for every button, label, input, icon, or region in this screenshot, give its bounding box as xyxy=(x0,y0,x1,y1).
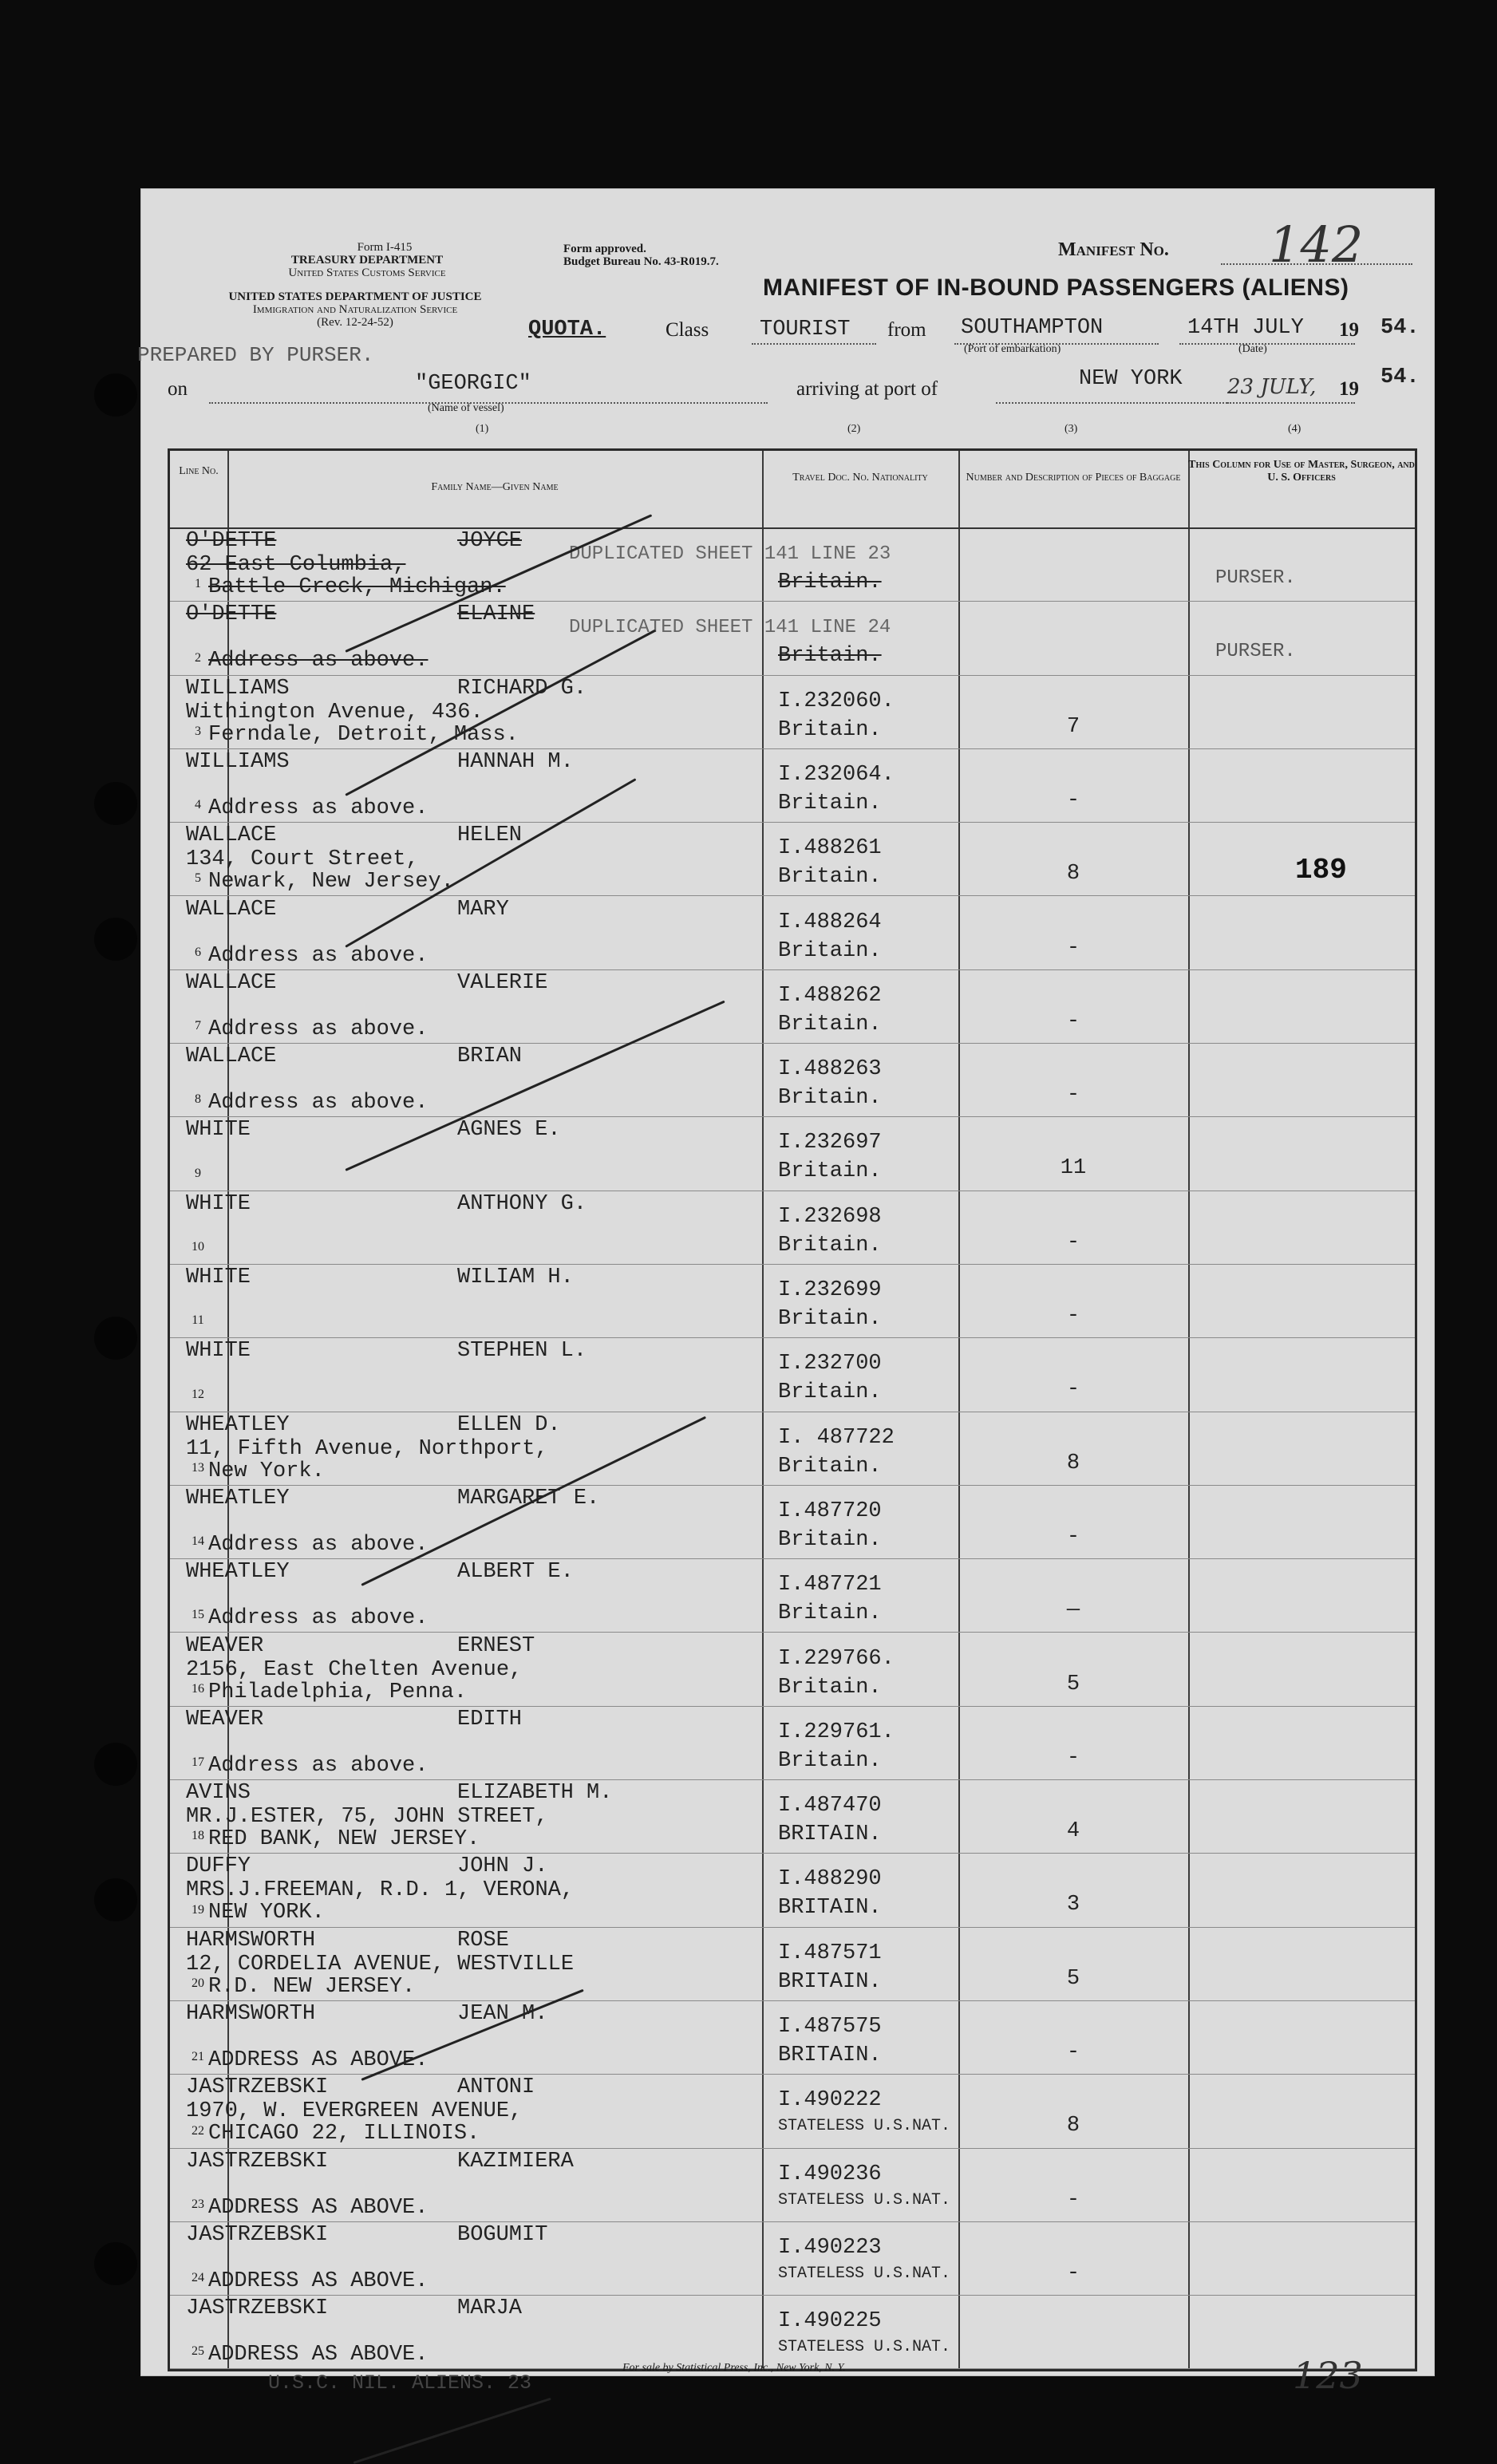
col-num-4: (4) xyxy=(1288,423,1301,435)
address-line-1: 1970, W. EVERGREEN AVENUE, xyxy=(186,2099,523,2124)
arrival-year-prefix: 19 xyxy=(1339,378,1359,400)
nationality: Britain. xyxy=(778,1233,882,1258)
line-number: 20 xyxy=(192,1976,204,1990)
given-name: WILIAM H. xyxy=(457,1266,574,1289)
address-line-2: Address as above. xyxy=(208,1091,429,1116)
address-line-2: Address as above. xyxy=(208,1606,429,1631)
travel-doc-no: I.490225 xyxy=(778,2309,882,2334)
manifest-no-label: Manifest No. xyxy=(1058,239,1169,260)
manifest-no-value: 142 xyxy=(1269,215,1364,274)
given-name: ANTHONY G. xyxy=(457,1191,587,1216)
given-name: STEPHEN L. xyxy=(457,1339,587,1364)
given-name: ROSE xyxy=(457,1928,509,1953)
family-name: O'DETTE xyxy=(186,602,277,627)
passenger-table xyxy=(168,448,1417,2371)
address-line-2: Address as above. xyxy=(208,943,429,968)
address-line-2: Address as above. xyxy=(208,1017,429,1041)
line-number: 18 xyxy=(192,1829,204,1843)
baggage-count: 8 xyxy=(1066,862,1080,886)
page-mark: 123 xyxy=(1293,2354,1363,2397)
line-number: 22 xyxy=(192,2123,204,2138)
table-row xyxy=(170,1927,1415,2000)
binder-hole xyxy=(94,1878,137,1921)
budget-bureau: Budget Bureau No. 43-R019.7. xyxy=(563,255,719,268)
table-row xyxy=(170,1779,1415,1853)
family-name: WALLACE xyxy=(186,823,277,848)
col-num-1: (1) xyxy=(476,423,489,435)
travel-doc-no: I.490236 xyxy=(778,2162,882,2186)
nationality: Britain. xyxy=(778,1527,882,1552)
nationality: Britain. xyxy=(778,1380,882,1405)
table-row xyxy=(170,527,1415,601)
family-name: HARMSWORTH xyxy=(186,2002,316,2026)
on-label: on xyxy=(168,378,188,400)
nationality: Britain. xyxy=(778,644,882,669)
binder-hole xyxy=(94,782,137,825)
family-name: DUFFY xyxy=(186,1854,251,1879)
nationality: Britain. xyxy=(778,865,882,890)
treasury-dept: TREASURY DEPARTMENT xyxy=(290,254,444,267)
nationality: Britain. xyxy=(778,1307,882,1331)
table-row xyxy=(170,1191,1415,1264)
travel-doc-no: I.487470 xyxy=(778,1794,882,1818)
given-name: BRIAN xyxy=(457,1044,523,1069)
baggage-count: — xyxy=(1066,1598,1080,1623)
address-line-2: ADDRESS AS ABOVE. xyxy=(208,2195,429,2220)
address-line-2: Battle Creck, Michigan. xyxy=(208,575,506,599)
baggage-count: - xyxy=(1066,935,1080,960)
baggage-count: 11 xyxy=(1060,1156,1087,1181)
family-name: WHEATLEY xyxy=(186,1412,290,1437)
address-line-1: 12, CORDELIA AVENUE, WESTVILLE xyxy=(186,1952,575,1976)
manifest-title: MANIFEST OF IN-BOUND PASSENGERS (ALIENS) xyxy=(763,274,1349,301)
class-label: Class xyxy=(666,319,709,341)
address-line-1: 62 East Columbia, xyxy=(186,553,406,577)
baggage-count: 7 xyxy=(1066,714,1080,739)
duplicate-note: DUPLICATED SHEET 141 LINE 23 xyxy=(569,543,891,565)
customs-service: United States Customs Service xyxy=(288,267,446,279)
line-number: 17 xyxy=(192,1755,204,1770)
address-line-2: Newark, New Jersey. xyxy=(208,870,454,894)
given-name: AGNES E. xyxy=(457,1118,561,1143)
line-number: 25 xyxy=(192,2344,204,2359)
family-name: WHITE xyxy=(186,1266,251,1289)
line-number: 5 xyxy=(195,871,201,886)
table-row xyxy=(170,1412,1415,1485)
given-name: HELEN xyxy=(457,823,523,848)
form-approved: Form approved. xyxy=(563,243,646,255)
nationality: STATELESS U.S.NAT. xyxy=(778,2264,951,2283)
nationality: Britain. xyxy=(778,1601,882,1626)
baggage-count: - xyxy=(1066,1745,1080,1770)
address-line-1: MR.J.ESTER, 75, JOHN STREET, xyxy=(186,1805,548,1830)
nationality: STATELESS U.S.NAT. xyxy=(778,2190,951,2209)
table-row xyxy=(170,2000,1415,2074)
travel-doc-no: I.232697 xyxy=(778,1131,882,1155)
address-line-2: R.D. NEW JERSEY. xyxy=(208,1974,416,1999)
embark-year-prefix: 19 xyxy=(1339,319,1359,341)
given-name: HANNAH M. xyxy=(457,749,574,774)
given-name: ERNEST xyxy=(457,1633,535,1658)
table-row xyxy=(170,1633,1415,1706)
address-line-1: 11, Fifth Avenue, Northport, xyxy=(186,1436,548,1461)
table-row xyxy=(170,1116,1415,1190)
family-name: WHEATLEY xyxy=(186,1486,290,1510)
family-name: WHEATLEY xyxy=(186,1560,290,1585)
line-number: 10 xyxy=(192,1239,204,1254)
binder-hole xyxy=(94,373,137,417)
given-name: RICHARD G. xyxy=(457,676,587,701)
embark-year: 54. xyxy=(1380,316,1420,340)
class-value: TOURIST xyxy=(760,318,851,342)
line-number: 6 xyxy=(195,945,201,959)
address-line-2: CHICAGO 22, ILLINOIS. xyxy=(208,2122,480,2146)
travel-doc-no: I.488264 xyxy=(778,910,882,934)
family-name: JASTRZEBSKI xyxy=(186,2075,329,2100)
family-name: JASTRZEBSKI xyxy=(186,2296,329,2321)
nationality: Britain. xyxy=(778,1086,882,1111)
header-line-no: Line No. xyxy=(179,465,219,477)
baggage-count: 5 xyxy=(1066,1966,1080,1991)
table-row xyxy=(170,1558,1415,1632)
nationality: Britain. xyxy=(778,1159,882,1184)
given-name: KAZIMIERA xyxy=(457,2149,574,2174)
family-name: AVINS xyxy=(186,1781,251,1806)
address-line-2: Ferndale, Detroit, Mass. xyxy=(208,722,519,747)
line-number: 4 xyxy=(195,798,201,812)
header-travel-doc: Travel Doc. No. Nationality xyxy=(792,472,928,484)
date-caption: (Date) xyxy=(1238,343,1267,355)
family-name: HARMSWORTH xyxy=(186,1928,316,1953)
family-name: WALLACE xyxy=(186,897,277,922)
officer-column: PURSER. xyxy=(1215,641,1296,663)
address-line-1: MRS.J.FREEMAN, R.D. 1, VERONA, xyxy=(186,1878,575,1903)
line-number: 1 xyxy=(195,577,201,591)
address-line-2: Address as above. xyxy=(208,1532,429,1557)
nationality: BRITAIN. xyxy=(778,1969,882,1994)
baggage-count: - xyxy=(1066,1009,1080,1033)
header-officers: This Column for Use of Master, Surgeon, and U. S. Officers xyxy=(1188,459,1415,484)
table-row xyxy=(170,1043,1415,1116)
baggage-count: 5 xyxy=(1066,1672,1080,1696)
col-num-2: (2) xyxy=(847,423,861,435)
given-name: JOYCE xyxy=(457,529,523,553)
family-name: WEAVER xyxy=(186,1707,264,1732)
nationality: BRITAIN. xyxy=(778,1822,882,1847)
family-name: JASTRZEBSKI xyxy=(186,2222,329,2247)
line-number: 7 xyxy=(195,1019,201,1033)
officer-column: PURSER. xyxy=(1215,567,1296,589)
binder-hole xyxy=(94,2242,137,2285)
baggage-count: - xyxy=(1066,2261,1080,2285)
given-name: ELAINE xyxy=(457,602,535,627)
table-row xyxy=(170,675,1415,748)
address-line-1: 134, Court Street, xyxy=(186,847,419,872)
given-name: VALERIE xyxy=(457,970,548,995)
travel-doc-no: I.488261 xyxy=(778,836,882,861)
family-name: WILLIAMS xyxy=(186,749,290,774)
header-baggage: Number and Description of Pieces of Baggage xyxy=(966,472,1181,484)
address-line-1: 2156, East Chelten Avenue, xyxy=(186,1657,523,1682)
line-number: 12 xyxy=(192,1387,204,1401)
address-line-1: Withington Avenue, 436. xyxy=(186,700,484,725)
nationality: Britain. xyxy=(778,717,882,742)
travel-doc-no: I.229761. xyxy=(778,1720,895,1744)
line-number: 16 xyxy=(192,1681,204,1696)
binder-hole xyxy=(94,1743,137,1786)
family-name: WHITE xyxy=(186,1339,251,1364)
given-name: ELIZABETH M. xyxy=(457,1781,613,1806)
line-number: 11 xyxy=(192,1313,204,1328)
table-row xyxy=(170,969,1415,1043)
baggage-count: - xyxy=(1066,2040,1080,2064)
address-line-2: ADDRESS AS ABOVE. xyxy=(208,2048,429,2072)
binder-hole xyxy=(94,918,137,961)
justice-dept: UNITED STATES DEPARTMENT OF JUSTICE xyxy=(228,290,482,303)
given-name: JOHN J. xyxy=(457,1854,548,1879)
vessel-caption: (Name of vessel) xyxy=(428,402,504,414)
travel-doc-no: I.490222 xyxy=(778,2088,882,2113)
address-line-2: ADDRESS AS ABOVE. xyxy=(208,2269,429,2293)
address-line-2: Address as above. xyxy=(208,649,429,673)
col-num-3: (3) xyxy=(1064,423,1078,435)
address-line-2: Philadelphia, Penna. xyxy=(208,1680,468,1704)
line-number: 2 xyxy=(195,650,201,665)
address-line-2: New York. xyxy=(208,1459,325,1483)
nationality: Britain. xyxy=(778,1748,882,1773)
table-row xyxy=(170,2074,1415,2147)
travel-doc-no: I.232699 xyxy=(778,1278,882,1302)
arrival-port: NEW YORK xyxy=(1079,367,1183,391)
line-number: 13 xyxy=(192,1460,204,1475)
family-name: JASTRZEBSKI xyxy=(186,2149,329,2174)
travel-doc-no: I.490223 xyxy=(778,2235,882,2260)
line-number: 19 xyxy=(192,1902,204,1917)
given-name: EDITH xyxy=(457,1707,523,1732)
form-revision: (Rev. 12-24-52) xyxy=(317,316,393,329)
table-row xyxy=(170,822,1415,895)
given-name: ELLEN D. xyxy=(457,1412,561,1437)
baggage-count: - xyxy=(1066,1524,1080,1549)
prepared-by: PREPARED BY PURSER. xyxy=(137,343,374,367)
embark-date: 14TH JULY xyxy=(1187,316,1304,340)
form-number: Form I-415 xyxy=(357,241,413,254)
line-number: 21 xyxy=(192,2050,204,2064)
pen-check-mark xyxy=(354,2398,551,2464)
line-number: 23 xyxy=(192,2197,204,2211)
table-row xyxy=(170,1264,1415,1337)
given-name: ALBERT E. xyxy=(457,1560,574,1585)
footer-aliens-count: U.S.C. NIL. ALIENS. 23 xyxy=(268,2371,532,2395)
embark-port: SOUTHAMPTON xyxy=(961,316,1104,340)
travel-doc-no: I.487571 xyxy=(778,1941,882,1965)
printer-note: For sale by Statistical Press, Inc., New York, N. Y. xyxy=(622,2362,846,2374)
travel-doc-no: I. 487722 xyxy=(778,1425,895,1450)
table-row xyxy=(170,2295,1415,2368)
travel-doc-no: I.488290 xyxy=(778,1867,882,1892)
line-number: 15 xyxy=(192,1608,204,1622)
travel-doc-no: I.487575 xyxy=(778,2015,882,2039)
immigration-service: Immigration and Naturalization Service xyxy=(252,303,458,316)
line-number: 9 xyxy=(195,1166,201,1180)
table-row xyxy=(170,1485,1415,1558)
travel-doc-no: I.488262 xyxy=(778,983,882,1008)
travel-doc-no: I.488263 xyxy=(778,1057,882,1082)
given-name: MARGARET E. xyxy=(457,1486,600,1510)
baggage-count: - xyxy=(1066,1304,1080,1328)
arriving-label: arriving at port of xyxy=(796,378,938,400)
line-number: 8 xyxy=(195,1092,201,1107)
family-name: WHITE xyxy=(186,1118,251,1143)
table-row xyxy=(170,748,1415,822)
nationality: Britain. xyxy=(778,1012,882,1037)
baggage-count: - xyxy=(1066,788,1080,812)
address-line-2: RED BANK, NEW JERSEY. xyxy=(208,1827,480,1852)
given-name: JEAN M. xyxy=(457,2002,548,2026)
vessel-name: "GEORGIC" xyxy=(415,372,531,396)
header-name: Family Name—Given Name xyxy=(431,481,559,493)
travel-doc-no: I.487721 xyxy=(778,1573,882,1597)
nationality: STATELESS U.S.NAT. xyxy=(778,2117,951,2136)
table-row xyxy=(170,2148,1415,2221)
line-number: 3 xyxy=(195,724,201,738)
nationality: Britain. xyxy=(778,1675,882,1700)
address-line-2: Address as above. xyxy=(208,1753,429,1778)
family-name: WEAVER xyxy=(186,1633,264,1658)
line-number: 24 xyxy=(192,2271,204,2285)
officer-column: 189 xyxy=(1295,854,1347,887)
baggage-count: 4 xyxy=(1066,1819,1080,1844)
line-number: 14 xyxy=(192,1534,204,1549)
nationality: Britain. xyxy=(778,791,882,815)
baggage-count: 8 xyxy=(1066,1451,1080,1475)
travel-doc-no: I.232064. xyxy=(778,762,895,787)
given-name: ANTONI xyxy=(457,2075,535,2100)
given-name: BOGUMIT xyxy=(457,2222,548,2247)
travel-doc-no: I.232060. xyxy=(778,689,895,713)
quota-mark: QUOTA. xyxy=(528,318,606,342)
nationality: Britain. xyxy=(778,571,882,594)
table-row xyxy=(170,1853,1415,1926)
nationality: Britain. xyxy=(778,1454,882,1479)
binder-hole xyxy=(94,1317,137,1360)
family-name: O'DETTE xyxy=(186,529,277,553)
baggage-count: - xyxy=(1066,1230,1080,1254)
baggage-count: - xyxy=(1066,2187,1080,2212)
travel-doc-no: I.232700 xyxy=(778,1352,882,1376)
family-name: WALLACE xyxy=(186,1044,277,1069)
table-row xyxy=(170,2221,1415,2295)
baggage-count: - xyxy=(1066,1377,1080,1402)
nationality: BRITAIN. xyxy=(778,1896,882,1921)
address-line-2: NEW YORK. xyxy=(208,1901,325,1925)
travel-doc-no: I.232698 xyxy=(778,1204,882,1229)
arrival-year: 54. xyxy=(1380,365,1420,389)
from-label: from xyxy=(887,319,926,341)
duplicate-note: DUPLICATED SHEET 141 LINE 24 xyxy=(569,617,891,639)
address-line-2: Address as above. xyxy=(208,796,429,820)
table-row xyxy=(170,1337,1415,1411)
family-name: WILLIAMS xyxy=(186,676,290,701)
arrival-date: 23 JULY, xyxy=(1227,375,1317,399)
given-name: MARY xyxy=(457,897,509,922)
nationality: STATELESS U.S.NAT. xyxy=(778,2338,951,2357)
travel-doc-no: I.487720 xyxy=(778,1499,882,1523)
nationality: Britain. xyxy=(778,938,882,963)
table-row xyxy=(170,601,1415,674)
nationality: BRITAIN. xyxy=(778,2043,882,2067)
port-caption: (Port of embarkation) xyxy=(964,343,1061,355)
baggage-count: 8 xyxy=(1066,2114,1080,2138)
table-row xyxy=(170,1706,1415,1779)
travel-doc-no: I.229766. xyxy=(778,1646,895,1671)
address-line-2: ADDRESS AS ABOVE. xyxy=(208,2343,429,2367)
family-name: WHITE xyxy=(186,1191,251,1216)
family-name: WALLACE xyxy=(186,970,277,995)
given-name: MARJA xyxy=(457,2296,523,2321)
baggage-count: - xyxy=(1066,1083,1080,1108)
baggage-count: 3 xyxy=(1066,1893,1080,1917)
table-row xyxy=(170,896,1415,969)
